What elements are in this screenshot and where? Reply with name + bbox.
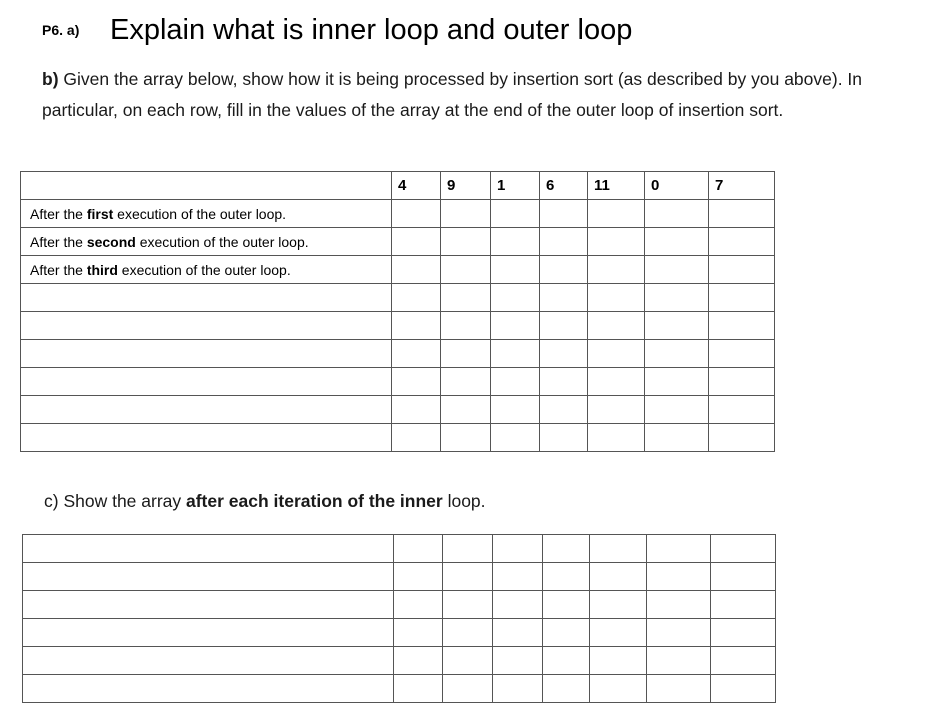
part-b-label: b) bbox=[42, 69, 59, 89]
table-row bbox=[21, 284, 775, 312]
answer-cell[interactable] bbox=[441, 228, 491, 256]
answer-cell[interactable] bbox=[394, 535, 443, 563]
answer-cell[interactable] bbox=[441, 312, 491, 340]
answer-cell[interactable] bbox=[491, 256, 540, 284]
part-b-instructions bbox=[42, 64, 892, 126]
problem-number: P6. a) bbox=[42, 22, 80, 38]
answer-cell[interactable] bbox=[443, 675, 493, 703]
answer-cell[interactable] bbox=[647, 619, 711, 647]
table-row bbox=[21, 368, 775, 396]
answer-cell[interactable] bbox=[588, 200, 645, 228]
answer-cell[interactable] bbox=[709, 284, 775, 312]
table-row bbox=[23, 535, 776, 563]
table-row bbox=[23, 591, 776, 619]
table-row bbox=[21, 228, 775, 256]
answer-cell[interactable] bbox=[491, 340, 540, 368]
answer-cell[interactable] bbox=[543, 619, 590, 647]
answer-cell[interactable] bbox=[540, 284, 588, 312]
array-value-cell: 11 bbox=[588, 172, 645, 200]
answer-cell[interactable] bbox=[709, 228, 775, 256]
answer-cell[interactable] bbox=[394, 675, 443, 703]
header-label-cell bbox=[21, 172, 392, 200]
row-label: After the third execution of the outer loop. bbox=[21, 256, 392, 284]
outer-loop-table bbox=[20, 171, 775, 452]
part-c-instructions bbox=[44, 491, 486, 512]
answer-cell[interactable] bbox=[394, 563, 443, 591]
row-label[interactable] bbox=[23, 535, 394, 563]
array-header-row bbox=[21, 172, 775, 200]
answer-cell[interactable] bbox=[540, 424, 588, 452]
answer-cell[interactable] bbox=[711, 535, 776, 563]
answer-cell[interactable] bbox=[543, 675, 590, 703]
part-c-text-post: loop. bbox=[442, 491, 486, 511]
answer-cell[interactable] bbox=[392, 396, 441, 424]
answer-cell[interactable] bbox=[711, 619, 776, 647]
answer-cell[interactable] bbox=[645, 424, 709, 452]
answer-cell[interactable] bbox=[392, 200, 441, 228]
answer-cell[interactable] bbox=[441, 368, 491, 396]
answer-cell[interactable] bbox=[493, 619, 543, 647]
row-label[interactable] bbox=[21, 396, 392, 424]
answer-cell[interactable] bbox=[443, 591, 493, 619]
answer-cell[interactable] bbox=[543, 563, 590, 591]
answer-cell[interactable] bbox=[493, 591, 543, 619]
answer-cell[interactable] bbox=[590, 591, 647, 619]
answer-cell[interactable] bbox=[645, 340, 709, 368]
answer-cell[interactable] bbox=[543, 535, 590, 563]
answer-cell[interactable] bbox=[491, 424, 540, 452]
answer-cell[interactable] bbox=[392, 424, 441, 452]
answer-cell[interactable] bbox=[443, 619, 493, 647]
answer-cell[interactable] bbox=[588, 228, 645, 256]
answer-cell[interactable] bbox=[588, 368, 645, 396]
answer-cell[interactable] bbox=[645, 284, 709, 312]
answer-cell[interactable] bbox=[645, 368, 709, 396]
answer-cell[interactable] bbox=[443, 647, 493, 675]
table-row bbox=[21, 312, 775, 340]
answer-cell[interactable] bbox=[588, 340, 645, 368]
answer-cell[interactable] bbox=[543, 591, 590, 619]
answer-cell[interactable] bbox=[392, 340, 441, 368]
inner-loop-table bbox=[22, 534, 776, 703]
answer-cell[interactable] bbox=[647, 535, 711, 563]
answer-cell[interactable] bbox=[392, 368, 441, 396]
answer-cell[interactable] bbox=[647, 647, 711, 675]
answer-cell[interactable] bbox=[588, 256, 645, 284]
answer-cell[interactable] bbox=[540, 340, 588, 368]
table-row bbox=[21, 396, 775, 424]
answer-cell[interactable] bbox=[540, 368, 588, 396]
answer-cell[interactable] bbox=[588, 396, 645, 424]
row-label[interactable] bbox=[23, 563, 394, 591]
array-value-cell: 9 bbox=[441, 172, 491, 200]
row-label[interactable] bbox=[21, 424, 392, 452]
answer-cell[interactable] bbox=[441, 340, 491, 368]
answer-cell[interactable] bbox=[590, 563, 647, 591]
answer-cell[interactable] bbox=[392, 256, 441, 284]
answer-cell[interactable] bbox=[491, 228, 540, 256]
answer-cell[interactable] bbox=[709, 396, 775, 424]
part-c-text-bold: after each iteration of the inner bbox=[186, 491, 443, 511]
answer-cell[interactable] bbox=[645, 256, 709, 284]
row-label[interactable] bbox=[23, 591, 394, 619]
row-label: After the first execution of the outer loop. bbox=[21, 200, 392, 228]
answer-cell[interactable] bbox=[443, 563, 493, 591]
table-row bbox=[23, 647, 776, 675]
answer-cell[interactable] bbox=[491, 200, 540, 228]
row-label[interactable] bbox=[21, 312, 392, 340]
answer-cell[interactable] bbox=[543, 647, 590, 675]
answer-cell[interactable] bbox=[709, 312, 775, 340]
answer-cell[interactable] bbox=[540, 396, 588, 424]
answer-cell[interactable] bbox=[491, 284, 540, 312]
answer-cell[interactable] bbox=[645, 396, 709, 424]
answer-cell[interactable] bbox=[711, 675, 776, 703]
row-label[interactable] bbox=[21, 284, 392, 312]
row-label: After the second execution of the outer loop. bbox=[21, 228, 392, 256]
answer-cell[interactable] bbox=[590, 535, 647, 563]
answer-cell[interactable] bbox=[588, 424, 645, 452]
answer-cell[interactable] bbox=[711, 563, 776, 591]
row-label[interactable] bbox=[23, 675, 394, 703]
answer-cell[interactable] bbox=[491, 368, 540, 396]
answer-cell[interactable] bbox=[394, 619, 443, 647]
row-label[interactable] bbox=[23, 619, 394, 647]
answer-cell[interactable] bbox=[588, 312, 645, 340]
answer-cell[interactable] bbox=[645, 228, 709, 256]
answer-cell[interactable] bbox=[709, 424, 775, 452]
answer-cell[interactable] bbox=[493, 535, 543, 563]
array-value-cell: 1 bbox=[491, 172, 540, 200]
answer-cell[interactable] bbox=[540, 200, 588, 228]
answer-cell[interactable] bbox=[647, 563, 711, 591]
row-label[interactable] bbox=[21, 340, 392, 368]
table-row bbox=[21, 256, 775, 284]
table-row bbox=[21, 424, 775, 452]
answer-cell[interactable] bbox=[392, 312, 441, 340]
part-b-text: Given the array below, show how it is being processed by insertion sort (as described by you above). In particular, on each row, fill in the values of the array at the end of the outer loop of insertion sort. bbox=[42, 69, 863, 120]
answer-cell[interactable] bbox=[590, 675, 647, 703]
answer-cell[interactable] bbox=[493, 563, 543, 591]
answer-cell[interactable] bbox=[392, 228, 441, 256]
answer-cell[interactable] bbox=[394, 591, 443, 619]
answer-cell[interactable] bbox=[647, 675, 711, 703]
answer-cell[interactable] bbox=[645, 200, 709, 228]
array-value-cell: 4 bbox=[392, 172, 441, 200]
answer-cell[interactable] bbox=[709, 340, 775, 368]
answer-cell[interactable] bbox=[441, 256, 491, 284]
answer-cell[interactable] bbox=[645, 312, 709, 340]
answer-cell[interactable] bbox=[441, 396, 491, 424]
answer-cell[interactable] bbox=[394, 647, 443, 675]
array-value-cell: 7 bbox=[709, 172, 775, 200]
answer-cell[interactable] bbox=[491, 396, 540, 424]
table-row bbox=[23, 563, 776, 591]
row-label[interactable] bbox=[21, 368, 392, 396]
answer-cell[interactable] bbox=[588, 284, 645, 312]
part-c-text-pre: c) Show the array bbox=[44, 491, 186, 511]
answer-cell[interactable] bbox=[590, 619, 647, 647]
answer-cell[interactable] bbox=[493, 675, 543, 703]
answer-cell[interactable] bbox=[709, 200, 775, 228]
answer-cell[interactable] bbox=[709, 256, 775, 284]
answer-cell[interactable] bbox=[441, 284, 491, 312]
answer-cell[interactable] bbox=[443, 535, 493, 563]
answer-cell[interactable] bbox=[711, 647, 776, 675]
answer-cell[interactable] bbox=[709, 368, 775, 396]
answer-cell[interactable] bbox=[491, 312, 540, 340]
array-value-cell: 0 bbox=[645, 172, 709, 200]
answer-cell[interactable] bbox=[392, 284, 441, 312]
table-row bbox=[23, 619, 776, 647]
answer-cell[interactable] bbox=[441, 424, 491, 452]
answer-cell[interactable] bbox=[540, 312, 588, 340]
answer-cell[interactable] bbox=[711, 591, 776, 619]
question-title: Explain what is inner loop and outer loop bbox=[110, 14, 633, 46]
answer-cell[interactable] bbox=[540, 228, 588, 256]
row-label[interactable] bbox=[23, 647, 394, 675]
answer-cell[interactable] bbox=[493, 647, 543, 675]
answer-cell[interactable] bbox=[540, 256, 588, 284]
array-value-cell: 6 bbox=[540, 172, 588, 200]
table-row bbox=[21, 340, 775, 368]
table-row bbox=[23, 675, 776, 703]
table-row bbox=[21, 200, 775, 228]
answer-cell[interactable] bbox=[647, 591, 711, 619]
answer-cell[interactable] bbox=[441, 200, 491, 228]
answer-cell[interactable] bbox=[590, 647, 647, 675]
